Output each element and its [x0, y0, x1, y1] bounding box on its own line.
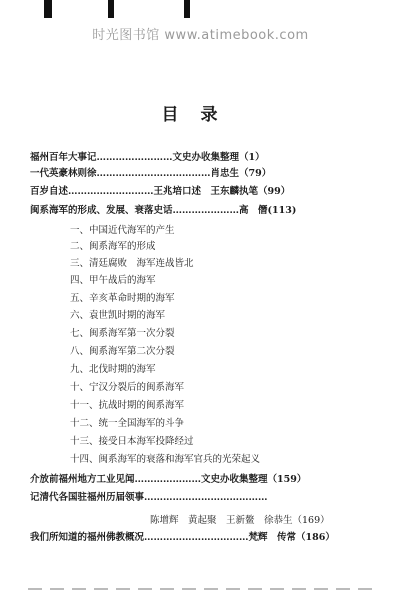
toc-entry: 百岁自述………………………王兆培口述 王东麟执笔（99） [30, 186, 291, 197]
toc-subentry: 五、辛亥革命时期的海军 [70, 293, 175, 304]
toc-subentry: 十一、抗战时期的闽系海军 [70, 400, 185, 411]
toc-entry-authors: 陈增辉 黄起聚 王新鳌 徐恭生（169） [150, 515, 330, 526]
toc-subentry: 十四、闽系海军的衰落和海军官兵的光荣起义 [70, 454, 261, 465]
toc-entry: 福州百年大事记……………………文史办收集整理（1） [30, 152, 265, 163]
toc-subentry: 九、北伐时期的海军 [70, 364, 156, 375]
toc-entry: 记清代各国驻福州历届领事………………………………… [30, 492, 268, 503]
toc-subentry: 二、闽系海军的形成 [70, 241, 156, 252]
toc-subentry: 十、宁汉分裂后的闽系海军 [70, 382, 185, 393]
toc-subentry: 六、袁世凯时期的海军 [70, 310, 166, 321]
toc-entry: 闽系海军的形成、发展、衰落史话…………………高 僭(113) [30, 205, 297, 216]
toc-entry: 一代英豪林则徐………………………………肖忠生（79） [30, 168, 272, 179]
toc-subentry: 一、中国近代海军的产生 [70, 225, 175, 236]
toc-subentry: 十三、接受日本海军投降经过 [70, 436, 194, 447]
toc-subentry: 四、甲午战后的海军 [70, 275, 156, 286]
scan-mark-left [44, 0, 52, 18]
toc-subentry: 十二、统一全国海军的斗争 [70, 418, 185, 429]
page-title: 目录 [161, 105, 240, 125]
scan-mark-right [184, 0, 190, 18]
toc-entry: 介放前福州地方工业见闻…………………文史办收集整理（159） [30, 474, 307, 485]
watermark: 时光图书馆 www.atimebook.com [92, 28, 309, 43]
toc-subentry: 三、清廷腐败 海军连战皆北 [70, 258, 194, 269]
toc-subentry: 七、闽系海军第一次分裂 [70, 328, 175, 339]
toc-entry: 我们所知道的福州佛教概况……………………………梵辉 传常（186） [30, 532, 335, 543]
scan-mark-middle [108, 0, 114, 18]
toc-subentry: 八、闽系海军第二次分裂 [70, 346, 175, 357]
page-bottom-rule [28, 588, 373, 590]
